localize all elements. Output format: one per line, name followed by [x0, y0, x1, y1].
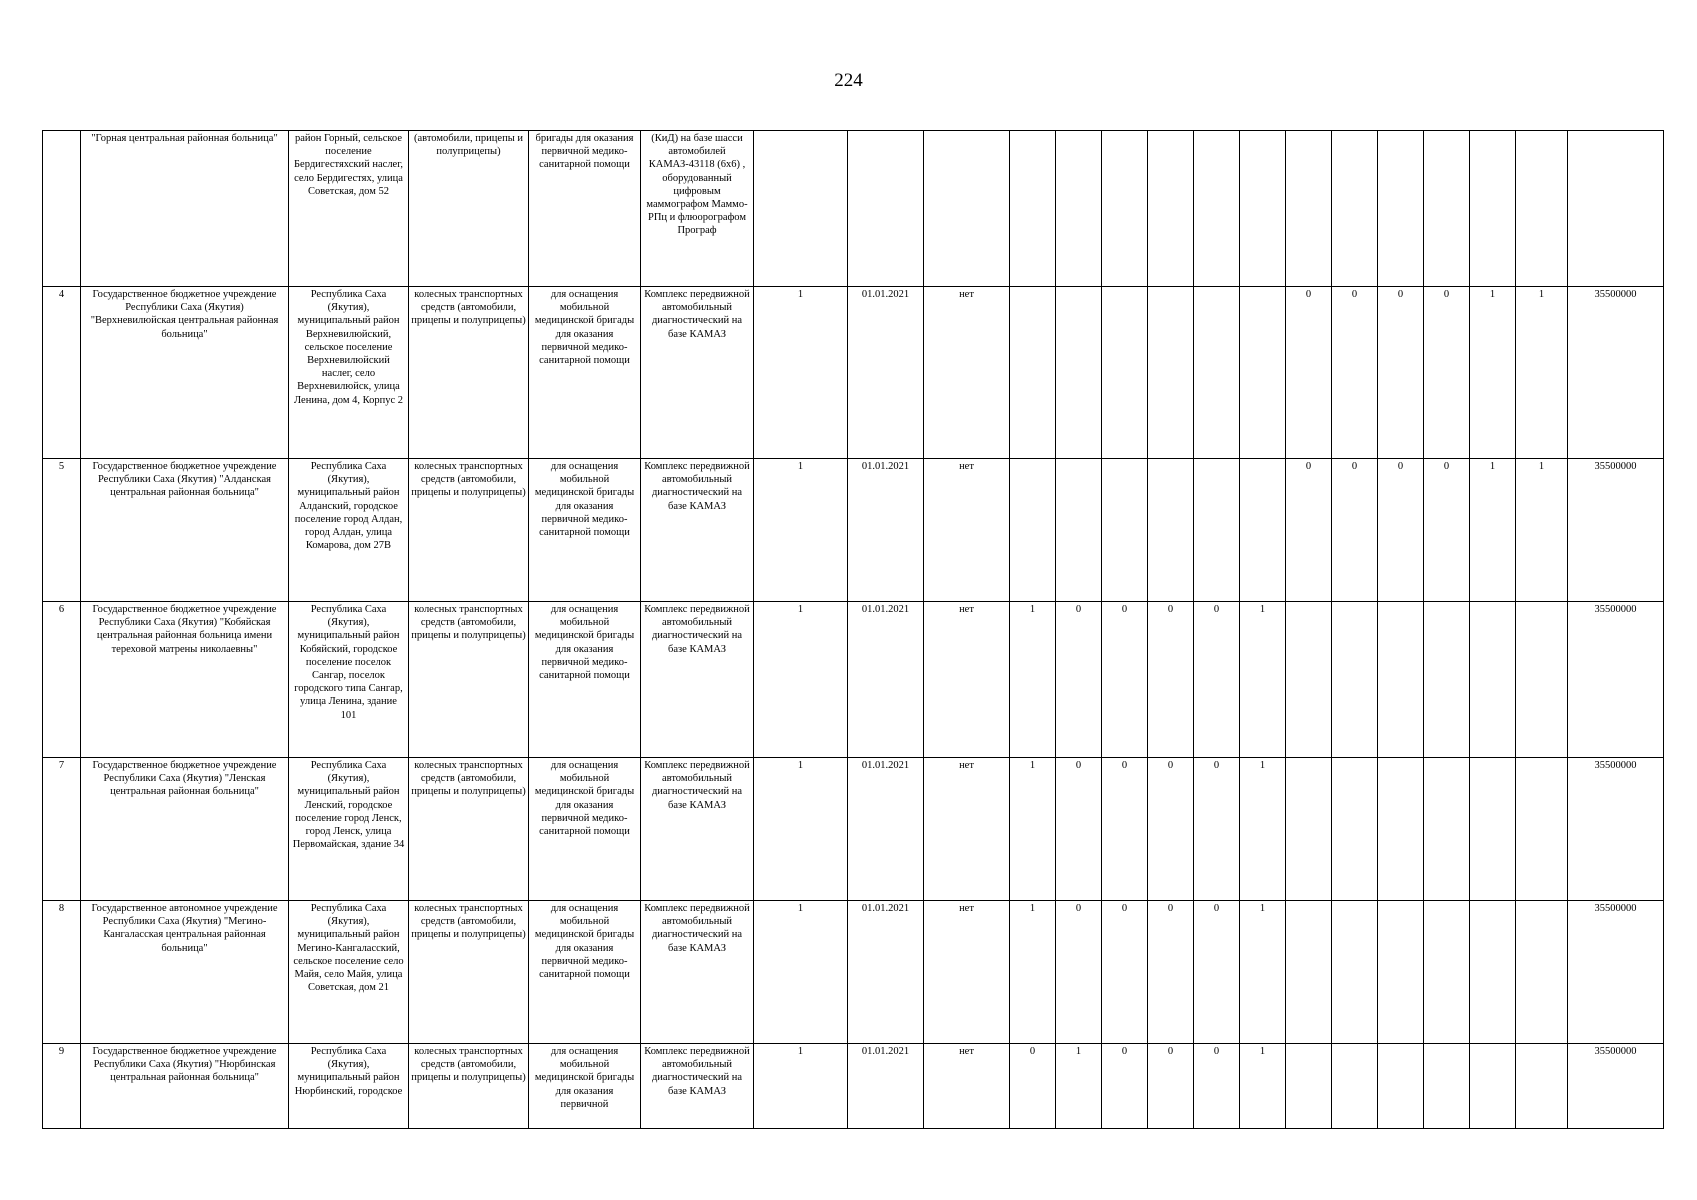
table-row [43, 459, 1664, 602]
cell-row-number: 8 [43, 901, 81, 1044]
cell-address: Республика Саха (Якутия), муниципальный район Кобяйский, городское поселение поселок Сангар, поселок городского типа Сангар, улица Ленина, здание 101 [289, 602, 409, 758]
cell-purpose: для оснащения мобильной медицинской бригады для оказания первичной медико-санитарной помощи [529, 459, 641, 602]
cell-quantity: 1 [754, 602, 848, 758]
cell-indicator-a-3: 0 [1102, 1044, 1148, 1129]
cell-indicator-a-1: 1 [1010, 758, 1056, 901]
cell-indicator-b-4 [1424, 131, 1470, 287]
cell-purpose: для оснащения мобильной медицинской бригады для оказания первичной медико-санитарной помощи [529, 758, 641, 901]
cell-purpose: для оснащения мобильной медицинской бригады для оказания первичной медико-санитарной помощи [529, 287, 641, 459]
cell-date: 01.01.2021 [848, 758, 924, 901]
table-row [43, 131, 1664, 287]
cell-asset-type: (автомобили, прицепы и полуприцепы) [409, 131, 529, 287]
cell-date: 01.01.2021 [848, 459, 924, 602]
cell-cost: 35500000 [1568, 602, 1664, 758]
cell-indicator-a-6 [1240, 459, 1286, 602]
cell-row-number: 9 [43, 1044, 81, 1129]
cell-indicator-b-1 [1286, 758, 1332, 901]
cell-indicator-a-5: 0 [1194, 602, 1240, 758]
cell-organization-name: Государственное бюджетное учреждение Республики Саха (Якутия) "Алданская центральная районная больница" [81, 459, 289, 602]
cell-indicator-a-4 [1148, 131, 1194, 287]
cell-indicator-a-4 [1148, 287, 1194, 459]
cell-indicator-a-6: 1 [1240, 1044, 1286, 1129]
cell-indicator-a-2 [1056, 131, 1102, 287]
cell-organization-name: Государственное бюджетное учреждение Республики Саха (Якутия) "Верхневилюйская центральная районная больница" [81, 287, 289, 459]
cell-purpose: для оснащения мобильной медицинской бригады для оказания первичной медико-санитарной помощи [529, 602, 641, 758]
cell-indicator-b-4 [1424, 602, 1470, 758]
cell-indicator-b-1: 0 [1286, 287, 1332, 459]
cell-indicator-a-1 [1010, 131, 1056, 287]
cell-indicator-b-5: 1 [1470, 459, 1516, 602]
cell-indicator-b-2 [1332, 602, 1378, 758]
cell-address: Республика Саха (Якутия), муниципальный район Нюрбинский, городское [289, 1044, 409, 1129]
cell-equipment-description: Комплекс передвижной автомобильный диагностический на базе КАМАЗ [641, 602, 754, 758]
cell-indicator-a-6: 1 [1240, 758, 1286, 901]
cell-indicator-b-4 [1424, 758, 1470, 901]
cell-equipment-description: Комплекс передвижной автомобильный диагностический на базе КАМАЗ [641, 287, 754, 459]
cell-indicator-a-1 [1010, 287, 1056, 459]
cell-indicator-a-2: 0 [1056, 758, 1102, 901]
cell-indicator-b-6 [1516, 758, 1568, 901]
cell-row-number: 5 [43, 459, 81, 602]
cell-indicator-b-5 [1470, 131, 1516, 287]
cell-equipment-description: Комплекс передвижной автомобильный диагностический на базе КАМАЗ [641, 1044, 754, 1129]
cell-indicator-b-5 [1470, 901, 1516, 1044]
cell-indicator-a-2: 0 [1056, 901, 1102, 1044]
cell-indicator-a-2 [1056, 459, 1102, 602]
cell-indicator-b-4: 0 [1424, 287, 1470, 459]
cell-indicator-b-2: 0 [1332, 287, 1378, 459]
cell-cost: 35500000 [1568, 459, 1664, 602]
cell-organization-name: Государственное бюджетное учреждение Республики Саха (Якутия) "Ленская центральная районная больница" [81, 758, 289, 901]
cell-indicator-b-6 [1516, 901, 1568, 1044]
cell-indicator-b-2: 0 [1332, 459, 1378, 602]
cell-cost: 35500000 [1568, 901, 1664, 1044]
cell-indicator-b-5: 1 [1470, 287, 1516, 459]
cell-indicator-a-1 [1010, 459, 1056, 602]
cell-quantity: 1 [754, 1044, 848, 1129]
cell-indicator-b-3 [1378, 1044, 1424, 1129]
cell-indicator-a-3: 0 [1102, 758, 1148, 901]
cell-indicator-a-3: 0 [1102, 602, 1148, 758]
cell-equipment-description: Комплекс передвижной автомобильный диагностический на базе КАМАЗ [641, 459, 754, 602]
cell-flag: нет [924, 758, 1010, 901]
cell-organization-name: Государственное бюджетное учреждение Республики Саха (Якутия) "Кобяйская центральная районная больница имени тереховой матрены николаевны" [81, 602, 289, 758]
cell-indicator-a-5 [1194, 287, 1240, 459]
cell-indicator-b-5 [1470, 1044, 1516, 1129]
cell-indicator-a-4: 0 [1148, 602, 1194, 758]
cell-indicator-a-3 [1102, 131, 1148, 287]
cell-date: 01.01.2021 [848, 602, 924, 758]
cell-indicator-b-6 [1516, 131, 1568, 287]
cell-indicator-b-3 [1378, 901, 1424, 1044]
cell-indicator-a-4: 0 [1148, 1044, 1194, 1129]
cell-asset-type: колесных транспортных средств (автомобили, прицепы и полуприцепы) [409, 287, 529, 459]
table-row [43, 287, 1664, 459]
cell-indicator-b-4 [1424, 901, 1470, 1044]
cell-flag [924, 131, 1010, 287]
cell-organization-name: "Горная центральная районная больница" [81, 131, 289, 287]
cell-indicator-a-1: 1 [1010, 901, 1056, 1044]
cell-indicator-a-3 [1102, 287, 1148, 459]
cell-indicator-a-6: 1 [1240, 602, 1286, 758]
cell-cost [1568, 131, 1664, 287]
cell-flag: нет [924, 459, 1010, 602]
cell-purpose: для оснащения мобильной медицинской бригады для оказания первичной медико-санитарной помощи [529, 901, 641, 1044]
cell-indicator-a-1: 1 [1010, 602, 1056, 758]
cell-indicator-b-4: 0 [1424, 459, 1470, 602]
cell-indicator-b-3 [1378, 131, 1424, 287]
register-table [42, 130, 1664, 1129]
cell-address: Республика Саха (Якутия), муниципальный район Алданский, городское поселение город Алдан, город Алдан, улица Комарова, дом 27В [289, 459, 409, 602]
cell-row-number: 4 [43, 287, 81, 459]
cell-indicator-b-6: 1 [1516, 287, 1568, 459]
cell-indicator-a-5: 0 [1194, 1044, 1240, 1129]
cell-indicator-a-4: 0 [1148, 901, 1194, 1044]
cell-indicator-b-3 [1378, 602, 1424, 758]
cell-indicator-b-2 [1332, 1044, 1378, 1129]
cell-flag: нет [924, 901, 1010, 1044]
cell-indicator-a-5 [1194, 459, 1240, 602]
cell-cost: 35500000 [1568, 1044, 1664, 1129]
cell-row-number: 6 [43, 602, 81, 758]
cell-asset-type: колесных транспортных средств (автомобили, прицепы и полуприцепы) [409, 901, 529, 1044]
cell-quantity: 1 [754, 287, 848, 459]
cell-date: 01.01.2021 [848, 1044, 924, 1129]
cell-indicator-a-5: 0 [1194, 901, 1240, 1044]
cell-cost: 35500000 [1568, 758, 1664, 901]
cell-indicator-a-6 [1240, 287, 1286, 459]
cell-indicator-a-6: 1 [1240, 901, 1286, 1044]
cell-flag: нет [924, 1044, 1010, 1129]
cell-date [848, 131, 924, 287]
cell-asset-type: колесных транспортных средств (автомобили, прицепы и полуприцепы) [409, 758, 529, 901]
cell-quantity: 1 [754, 758, 848, 901]
table-row [43, 901, 1664, 1044]
cell-indicator-b-3: 0 [1378, 287, 1424, 459]
cell-purpose: для оснащения мобильной медицинской бригады для оказания первичной [529, 1044, 641, 1129]
cell-address: Республика Саха (Якутия), муниципальный район Мегино-Кангаласский, сельское поселение село Майя, село Майя, улица Советская, дом 21 [289, 901, 409, 1044]
cell-indicator-a-2: 1 [1056, 1044, 1102, 1129]
cell-equipment-description: Комплекс передвижной автомобильный диагностический на базе КАМАЗ [641, 758, 754, 901]
cell-row-number: 7 [43, 758, 81, 901]
cell-indicator-b-5 [1470, 602, 1516, 758]
cell-cost: 35500000 [1568, 287, 1664, 459]
cell-indicator-a-5 [1194, 131, 1240, 287]
cell-row-number [43, 131, 81, 287]
cell-address: район Горный, сельское поселение Бердигестяхский наслег, село Бердигестях, улица Советская, дом 52 [289, 131, 409, 287]
cell-indicator-b-1 [1286, 131, 1332, 287]
cell-indicator-b-4 [1424, 1044, 1470, 1129]
cell-address: Республика Саха (Якутия), муниципальный район Верхневилюйский, сельское поселение Верхневилюйский наслег, село Верхневилюйск, улица Ленина, дом 4, Корпус 2 [289, 287, 409, 459]
page-number: 224 [834, 70, 863, 91]
cell-indicator-a-1: 0 [1010, 1044, 1056, 1129]
cell-indicator-b-3: 0 [1378, 459, 1424, 602]
cell-date: 01.01.2021 [848, 901, 924, 1044]
cell-indicator-b-6: 1 [1516, 459, 1568, 602]
cell-indicator-a-5: 0 [1194, 758, 1240, 901]
cell-asset-type: колесных транспортных средств (автомобили, прицепы и полуприцепы) [409, 1044, 529, 1129]
cell-indicator-a-4: 0 [1148, 758, 1194, 901]
cell-indicator-b-6 [1516, 602, 1568, 758]
cell-indicator-a-6 [1240, 131, 1286, 287]
cell-organization-name: Государственное бюджетное учреждение Республики Саха (Якутия) "Нюрбинская центральная районная больница" [81, 1044, 289, 1129]
cell-equipment-description: (КиД) на базе шасси автомобилей КАМАЗ-43118 (6х6) , оборудованный цифровым маммографом Маммо-РПц и флюорографом Програф [641, 131, 754, 287]
cell-indicator-b-1 [1286, 1044, 1332, 1129]
cell-indicator-a-2 [1056, 287, 1102, 459]
cell-indicator-b-1 [1286, 901, 1332, 1044]
table-row [43, 1044, 1664, 1129]
cell-indicator-b-3 [1378, 758, 1424, 901]
cell-indicator-b-1: 0 [1286, 459, 1332, 602]
cell-quantity [754, 131, 848, 287]
cell-indicator-b-1 [1286, 602, 1332, 758]
cell-asset-type: колесных транспортных средств (автомобили, прицепы и полуприцепы) [409, 602, 529, 758]
cell-indicator-b-5 [1470, 758, 1516, 901]
cell-date: 01.01.2021 [848, 287, 924, 459]
cell-flag: нет [924, 287, 1010, 459]
table-row [43, 602, 1664, 758]
cell-quantity: 1 [754, 901, 848, 1044]
cell-flag: нет [924, 602, 1010, 758]
cell-asset-type: колесных транспортных средств (автомобили, прицепы и полуприцепы) [409, 459, 529, 602]
cell-indicator-b-2 [1332, 758, 1378, 901]
cell-indicator-a-4 [1148, 459, 1194, 602]
cell-indicator-a-3 [1102, 459, 1148, 602]
cell-address: Республика Саха (Якутия), муниципальный район Ленский, городское поселение город Ленск, город Ленск, улица Первомайская, здание 34 [289, 758, 409, 901]
cell-indicator-b-2 [1332, 131, 1378, 287]
cell-indicator-b-2 [1332, 901, 1378, 1044]
cell-indicator-a-3: 0 [1102, 901, 1148, 1044]
table-row [43, 758, 1664, 901]
cell-quantity: 1 [754, 459, 848, 602]
cell-indicator-b-6 [1516, 1044, 1568, 1129]
cell-indicator-a-2: 0 [1056, 602, 1102, 758]
cell-equipment-description: Комплекс передвижной автомобильный диагностический на базе КАМАЗ [641, 901, 754, 1044]
cell-organization-name: Государственное автономное учреждение Республики Саха (Якутия) "Мегино-Кангаласская центральная районная больница" [81, 901, 289, 1044]
cell-purpose: бригады для оказания первичной медико-санитарной помощи [529, 131, 641, 287]
